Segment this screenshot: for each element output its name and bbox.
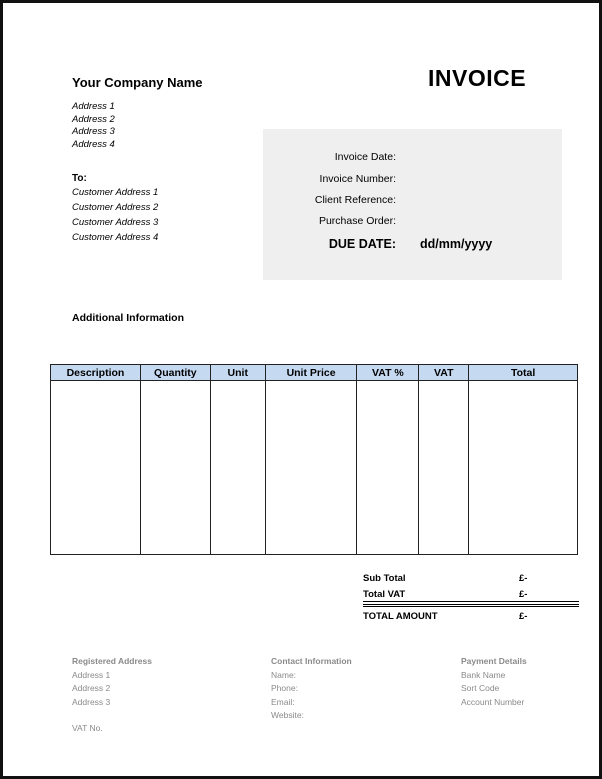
- sub-total-row: [363, 571, 579, 587]
- company-address-line: Address 1: [72, 101, 115, 112]
- column-header-unit-price: Unit Price: [265, 365, 357, 381]
- totals-divider: [363, 601, 579, 602]
- contact-website-label: Website:: [271, 710, 304, 720]
- invoice-title: INVOICE: [428, 65, 527, 91]
- column-header-vat-percent: VAT %: [357, 365, 419, 381]
- customer-address-line: Customer Address 3: [72, 217, 159, 228]
- company-address: [72, 101, 115, 151]
- contact-name-label: Name:: [271, 669, 297, 680]
- contact-information-heading: Contact Information: [271, 656, 352, 666]
- account-number-label: Account Number: [461, 696, 525, 707]
- column-header-description: Description: [51, 365, 141, 381]
- customer-address: [72, 185, 158, 245]
- registered-address-section: [72, 655, 152, 709]
- sub-total-label: Sub Total: [363, 573, 406, 584]
- invoice-number-label: Invoice Number:: [319, 173, 396, 185]
- total-amount-value: £-: [519, 611, 528, 622]
- vat-percent-cell[interactable]: [357, 381, 419, 555]
- contact-email-label: Email:: [271, 696, 295, 707]
- totals-divider: [363, 604, 579, 605]
- column-header-quantity: Quantity: [140, 365, 210, 381]
- customer-address-line: Customer Address 2: [72, 202, 159, 213]
- invoice-details-box: [263, 129, 562, 280]
- client-reference-label: Client Reference:: [314, 194, 396, 206]
- table-row: [51, 381, 578, 555]
- registered-address-line: Address 3: [72, 696, 111, 707]
- additional-information-label: Additional Information: [72, 312, 184, 324]
- invoice-date-label: Invoice Date:: [334, 151, 396, 163]
- company-address-line: Address 2: [72, 113, 115, 125]
- sort-code-label: Sort Code: [461, 683, 500, 693]
- unit-cell[interactable]: [210, 381, 265, 555]
- registered-address-line: Address 2: [72, 683, 111, 693]
- totals-section: [363, 571, 579, 625]
- column-header-total: Total: [469, 365, 578, 381]
- totals-divider: [363, 606, 579, 607]
- total-amount-label: TOTAL AMOUNT: [363, 611, 438, 622]
- registered-address-heading: Registered Address: [72, 656, 152, 666]
- customer-address-line: Customer Address 4: [72, 232, 159, 243]
- registered-address-line: Address 1: [72, 669, 111, 680]
- column-header-vat: VAT: [419, 365, 469, 381]
- company-address-line: Address 3: [72, 126, 115, 137]
- line-items-table: [50, 364, 578, 555]
- sub-total-value: £-: [519, 573, 528, 584]
- to-label: To:: [72, 173, 87, 184]
- description-cell[interactable]: [51, 381, 141, 555]
- contact-information-section: [271, 655, 352, 723]
- total-amount-row: [363, 609, 579, 625]
- company-name: Your Company Name: [72, 75, 203, 90]
- due-date-label: DUE DATE:: [328, 237, 396, 251]
- contact-phone-label: Phone:: [271, 683, 298, 693]
- total-vat-value: £-: [519, 589, 528, 600]
- table-header-row: [51, 365, 578, 381]
- company-address-line: Address 4: [72, 138, 115, 150]
- total-vat-label: Total VAT: [363, 589, 406, 600]
- vat-number-label: VAT No.: [72, 723, 103, 733]
- vat-cell[interactable]: [419, 381, 469, 555]
- column-header-unit: Unit: [210, 365, 265, 381]
- bank-name-label: Bank Name: [461, 669, 506, 680]
- unit-price-cell[interactable]: [265, 381, 357, 555]
- payment-details-section: [461, 655, 527, 709]
- due-date-value: dd/mm/yyyy: [420, 237, 493, 251]
- total-cell[interactable]: [469, 381, 578, 555]
- quantity-cell[interactable]: [140, 381, 210, 555]
- payment-details-heading: Payment Details: [461, 656, 527, 666]
- customer-address-line: Customer Address 1: [72, 187, 159, 198]
- purchase-order-label: Purchase Order:: [318, 215, 396, 227]
